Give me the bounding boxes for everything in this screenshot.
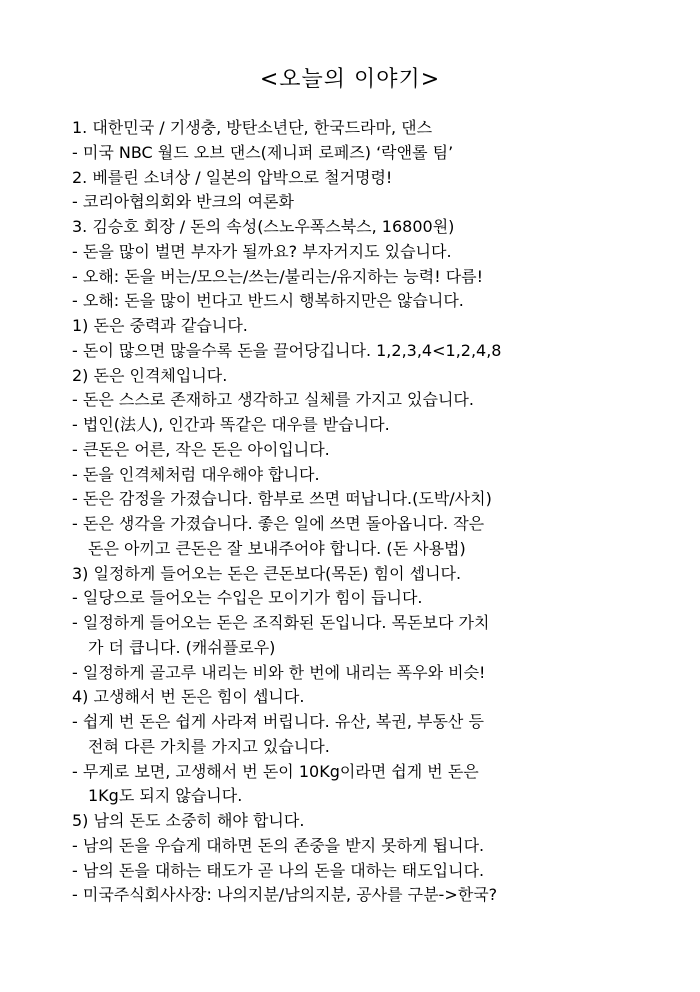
document-title: <오늘의 이야기>: [259, 67, 441, 92]
text-line: - 미국주식회사사장: 나의지분/남의지분, 공사를 구분->한국?: [72, 885, 498, 905]
text-line: 2. 베를린 소녀상 / 일본의 압박으로 철거명령!: [72, 167, 393, 187]
text-line: - 돈은 생각을 가졌습니다. 좋은 일에 쓰면 돌아옵니다. 작은: [72, 514, 485, 533]
text-line: - 오해: 돈을 버는/모으는/쓰는/불리는/유지하는 능력! 다름!: [72, 266, 484, 286]
text-line: - 남의 돈을 우습게 대하면 돈의 존중을 받지 못하게 됩니다.: [72, 835, 485, 855]
text-line: - 돈은 감정을 가졌습니다. 함부로 쓰면 떠납니다.(도박/사치): [72, 489, 492, 509]
text-line: - 미국 NBC 월드 오브 댄스(제니퍼 로페즈) ‘락앤롤 팀’: [72, 142, 454, 162]
text-line: 5) 남의 돈도 소중히 해야 합니다.: [72, 811, 305, 830]
text-line-continued: 가 더 큽니다. (캐쉬플로우): [88, 637, 276, 657]
text-line: - 돈은 스스로 존재하고 생각하고 실체를 가지고 있습니다.: [72, 390, 474, 410]
text-line: - 일정하게 골고루 내리는 비와 한 번에 내리는 폭우와 비슷!: [72, 662, 486, 682]
text-line-continued: 1Kg도 되지 않습니다.: [88, 786, 243, 806]
text-line: - 돈을 많이 벌면 부자가 될까요? 부자거지도 있습니다.: [72, 241, 452, 261]
text-line: - 돈이 많으면 많을수록 돈을 끌어당깁니다. 1,2,3,4<1,2,4,8: [72, 340, 502, 360]
text-line: 1. 대한민국 / 기생충, 방탄소년단, 한국드라마, 댄스: [72, 118, 433, 137]
text-line-continued: 돈은 아끼고 큰돈은 잘 보내주어야 합니다. (돈 사용법): [88, 538, 466, 558]
text-line-continued: 전혀 다른 가치를 가지고 있습니다.: [88, 736, 330, 756]
text-line: - 쉽게 번 돈은 쉽게 사라져 버립니다. 유산, 복권, 부동산 등: [72, 712, 484, 731]
text-line: - 오해: 돈을 많이 번다고 반드시 행복하지만은 않습니다.: [72, 291, 464, 311]
text-line: 3) 일정하게 들어오는 돈은 큰돈보다(목돈) 힘이 셉니다.: [72, 563, 462, 583]
text-line: - 일당으로 들어오는 수입은 모이기가 힘이 듭니다.: [72, 588, 423, 608]
text-line: - 무게로 보면, 고생해서 번 돈이 10Kg이라면 쉽게 번 돈은: [72, 761, 479, 781]
text-line: - 코리아협의회와 반크의 여론화: [72, 192, 294, 212]
document-body: [72, 116, 642, 908]
text-line: 4) 고생해서 번 돈은 힘이 셉니다.: [72, 687, 305, 707]
text-line: - 돈을 인격체처럼 대우해야 합니다.: [72, 464, 320, 484]
text-line: - 큰돈은 어른, 작은 돈은 아이입니다.: [72, 439, 330, 459]
text-line: - 일정하게 들어오는 돈은 조직화된 돈입니다. 목돈보다 가치: [72, 613, 490, 632]
text-line: 3. 김승호 회장 / 돈의 속성(스노우폭스북스, 16800원): [72, 217, 455, 236]
text-line: - 법인(法人), 인간과 똑같은 대우를 받습니다.: [72, 415, 390, 434]
text-line: 1) 돈은 중력과 같습니다.: [72, 316, 248, 335]
text-line: - 남의 돈을 대하는 태도가 곧 나의 돈을 대하는 태도입니다.: [72, 860, 485, 880]
text-line: 2) 돈은 인격체입니다.: [72, 365, 228, 385]
